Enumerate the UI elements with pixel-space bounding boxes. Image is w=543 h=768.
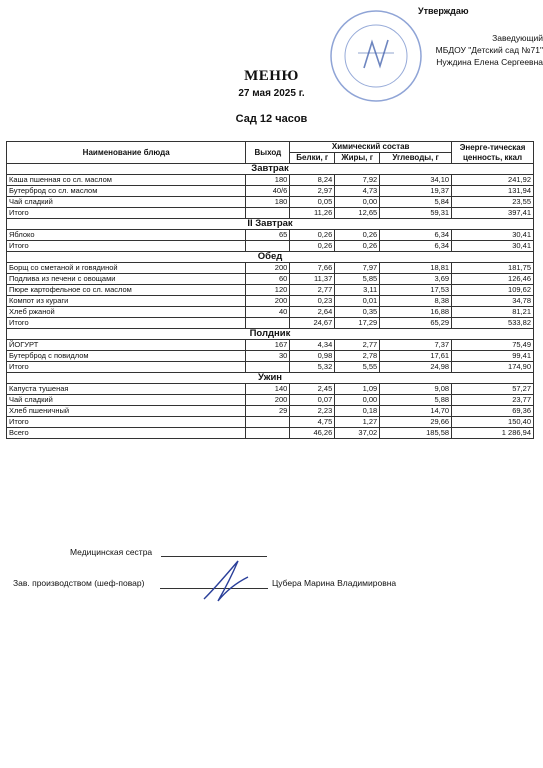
table-row xyxy=(7,197,534,208)
dish-energy: 23,77 xyxy=(452,395,534,406)
dish-protein: 4,75 xyxy=(290,417,335,428)
dish-protein: 2,97 xyxy=(290,186,335,197)
total-row xyxy=(7,417,534,428)
dish-yield: 180 xyxy=(246,175,290,186)
dish-yield: 65 xyxy=(246,230,290,241)
dish-energy: 30,41 xyxy=(452,241,534,252)
table-row xyxy=(7,263,534,274)
dish-yield xyxy=(246,318,290,329)
dish-yield xyxy=(246,241,290,252)
dish-protein: 24,67 xyxy=(290,318,335,329)
table-row xyxy=(7,384,534,395)
dish-carb: 17,53 xyxy=(380,285,452,296)
dish-fat: 3,11 xyxy=(335,285,380,296)
dish-energy: 109,62 xyxy=(452,285,534,296)
header-chem: Химический состав xyxy=(290,142,452,153)
dish-fat: 2,77 xyxy=(335,340,380,351)
section-title: II Завтрак xyxy=(7,219,534,230)
dish-energy: 99,41 xyxy=(452,351,534,362)
dish-protein: 0,26 xyxy=(290,241,335,252)
dish-energy: 81,21 xyxy=(452,307,534,318)
dish-name: Капуста тушеная xyxy=(7,384,246,395)
dish-carb: 34,10 xyxy=(380,175,452,186)
table-row xyxy=(7,285,534,296)
dish-carb: 18,81 xyxy=(380,263,452,274)
dish-energy: 126,46 xyxy=(452,274,534,285)
header-protein: Белки, г xyxy=(290,153,335,164)
grand-total-row xyxy=(7,428,534,439)
dish-energy: 241,92 xyxy=(452,175,534,186)
dish-energy: 397,41 xyxy=(452,208,534,219)
dish-protein: 7,66 xyxy=(290,263,335,274)
dish-protein: 0,23 xyxy=(290,296,335,307)
dish-fat: 5,55 xyxy=(335,362,380,373)
dish-yield xyxy=(246,362,290,373)
dish-protein: 0,05 xyxy=(290,197,335,208)
section-header xyxy=(7,329,534,340)
header-energy: Энерге-тическая ценность, ккал xyxy=(452,142,534,164)
table-row xyxy=(7,175,534,186)
total-row xyxy=(7,241,534,252)
dish-name: Хлеб пшеничный xyxy=(7,406,246,417)
dish-yield: 29 xyxy=(246,406,290,417)
dish-fat: 0,26 xyxy=(335,230,380,241)
dish-fat: 0,18 xyxy=(335,406,380,417)
dish-protein: 2,64 xyxy=(290,307,335,318)
dish-name: ЙОГУРТ xyxy=(7,340,246,351)
approval-name: Нуждина Елена Сергеевна xyxy=(436,57,543,67)
section-title: Завтрак xyxy=(7,164,534,175)
table-row xyxy=(7,307,534,318)
dish-carb: 59,31 xyxy=(380,208,452,219)
dish-fat: 0,01 xyxy=(335,296,380,307)
dish-energy: 150,40 xyxy=(452,417,534,428)
dish-yield: 180 xyxy=(246,197,290,208)
header-fat: Жиры, г xyxy=(335,153,380,164)
dish-energy: 75,49 xyxy=(452,340,534,351)
table-row xyxy=(7,186,534,197)
dish-name: Итого xyxy=(7,362,246,373)
approval-block xyxy=(412,32,543,68)
dish-yield xyxy=(246,208,290,219)
menu-table xyxy=(6,141,534,439)
dish-fat: 7,92 xyxy=(335,175,380,186)
chef-name: Цубера Марина Владимировна xyxy=(272,578,397,588)
dish-name: Итого xyxy=(7,417,246,428)
dish-name: Итого xyxy=(7,208,246,219)
dish-fat: 17,29 xyxy=(335,318,380,329)
dish-name: Чай сладкий xyxy=(7,197,246,208)
section-header xyxy=(7,252,534,263)
dish-carb: 29,66 xyxy=(380,417,452,428)
table-row xyxy=(7,230,534,241)
dish-protein: 8,24 xyxy=(290,175,335,186)
dish-energy: 30,41 xyxy=(452,230,534,241)
dish-carb: 3,69 xyxy=(380,274,452,285)
dish-name: Пюре картофельное со сл. маслом xyxy=(7,285,246,296)
dish-fat: 37,02 xyxy=(335,428,380,439)
dish-name: Бутерброд со сл. маслом xyxy=(7,186,246,197)
dish-fat: 1,09 xyxy=(335,384,380,395)
total-row xyxy=(7,208,534,219)
approval-position: Заведующий xyxy=(492,33,543,43)
dish-fat: 4,73 xyxy=(335,186,380,197)
table-row xyxy=(7,351,534,362)
dish-name: Хлеб ржаной xyxy=(7,307,246,318)
dish-yield: 60 xyxy=(246,274,290,285)
dish-fat: 1,27 xyxy=(335,417,380,428)
header-carb: Углеводы, г xyxy=(380,153,452,164)
dish-fat: 0,00 xyxy=(335,395,380,406)
dish-energy: 533,82 xyxy=(452,318,534,329)
dish-name: Каша пшенная со сл. маслом xyxy=(7,175,246,186)
section-title: Ужин xyxy=(7,373,534,384)
dish-carb: 14,70 xyxy=(380,406,452,417)
dish-protein: 5,32 xyxy=(290,362,335,373)
page-title: МЕНЮ xyxy=(244,68,299,84)
dish-carb: 16,88 xyxy=(380,307,452,318)
dish-name: Яблоко xyxy=(7,230,246,241)
table-row xyxy=(7,340,534,351)
dish-fat: 0,26 xyxy=(335,241,380,252)
dish-protein: 2,77 xyxy=(290,285,335,296)
dish-protein: 46,26 xyxy=(290,428,335,439)
dish-fat: 7,97 xyxy=(335,263,380,274)
dish-protein: 11,37 xyxy=(290,274,335,285)
dish-energy: 34,78 xyxy=(452,296,534,307)
dish-energy: 181,75 xyxy=(452,263,534,274)
dish-name: Всего xyxy=(7,428,246,439)
dish-carb: 24,98 xyxy=(380,362,452,373)
dish-carb: 6,34 xyxy=(380,241,452,252)
dish-yield: 40/6 xyxy=(246,186,290,197)
dish-name: Итого xyxy=(7,318,246,329)
nurse-label: Медицинская сестра xyxy=(70,547,153,557)
dish-carb: 19,37 xyxy=(380,186,452,197)
dish-fat: 0,00 xyxy=(335,197,380,208)
section-title: Обед xyxy=(7,252,534,263)
dish-protein: 0,98 xyxy=(290,351,335,362)
menu-date: 27 мая 2025 г. xyxy=(238,88,305,99)
dish-carb: 5,84 xyxy=(380,197,452,208)
dish-name: Итого xyxy=(7,241,246,252)
dish-protein: 0,07 xyxy=(290,395,335,406)
table-row xyxy=(7,406,534,417)
dish-carb: 185,58 xyxy=(380,428,452,439)
approval-org: МБДОУ "Детский сад №71" xyxy=(435,45,543,55)
dish-name: Подлива из печени с овощами xyxy=(7,274,246,285)
dish-fat: 0,35 xyxy=(335,307,380,318)
dish-yield: 30 xyxy=(246,351,290,362)
total-row xyxy=(7,362,534,373)
dish-fat: 5,85 xyxy=(335,274,380,285)
dish-energy: 23,55 xyxy=(452,197,534,208)
dish-yield: 200 xyxy=(246,395,290,406)
dish-energy: 131,94 xyxy=(452,186,534,197)
dish-protein: 0,26 xyxy=(290,230,335,241)
dish-carb: 6,34 xyxy=(380,230,452,241)
dish-yield: 140 xyxy=(246,384,290,395)
table-row xyxy=(7,296,534,307)
dish-carb: 5,88 xyxy=(380,395,452,406)
dish-energy: 57,27 xyxy=(452,384,534,395)
dish-name: Бутерброд с повидлом xyxy=(7,351,246,362)
dish-fat: 2,78 xyxy=(335,351,380,362)
section-header xyxy=(7,219,534,230)
approval-label: Утверждаю xyxy=(418,6,469,16)
header-yield: Выход xyxy=(246,142,290,164)
dish-protein: 4,34 xyxy=(290,340,335,351)
dish-yield: 120 xyxy=(246,285,290,296)
chef-label: Зав. производством (шеф-повар) xyxy=(13,578,145,588)
dish-carb: 9,08 xyxy=(380,384,452,395)
dish-name: Борщ со сметаной и говядиной xyxy=(7,263,246,274)
dish-carb: 7,37 xyxy=(380,340,452,351)
dish-energy: 1 286,94 xyxy=(452,428,534,439)
dish-name: Компот из кураги xyxy=(7,296,246,307)
dish-carb: 65,29 xyxy=(380,318,452,329)
total-row xyxy=(7,318,534,329)
group-name: Сад 12 часов xyxy=(235,113,308,125)
dish-name: Чай сладкий xyxy=(7,395,246,406)
section-header xyxy=(7,373,534,384)
section-header xyxy=(7,164,534,175)
dish-energy: 69,36 xyxy=(452,406,534,417)
dish-fat: 12,65 xyxy=(335,208,380,219)
table-row xyxy=(7,395,534,406)
section-title: Полдник xyxy=(7,329,534,340)
dish-yield: 167 xyxy=(246,340,290,351)
dish-energy: 174,90 xyxy=(452,362,534,373)
header-name: Наименование блюда xyxy=(7,142,246,164)
dish-yield: 40 xyxy=(246,307,290,318)
handwritten-signature xyxy=(196,557,256,607)
dish-yield: 200 xyxy=(246,263,290,274)
dish-protein: 2,23 xyxy=(290,406,335,417)
dish-yield xyxy=(246,417,290,428)
table-row xyxy=(7,274,534,285)
dish-protein: 2,45 xyxy=(290,384,335,395)
dish-yield xyxy=(246,428,290,439)
dish-protein: 11,26 xyxy=(290,208,335,219)
dish-carb: 17,61 xyxy=(380,351,452,362)
dish-yield: 200 xyxy=(246,296,290,307)
dish-carb: 8,38 xyxy=(380,296,452,307)
